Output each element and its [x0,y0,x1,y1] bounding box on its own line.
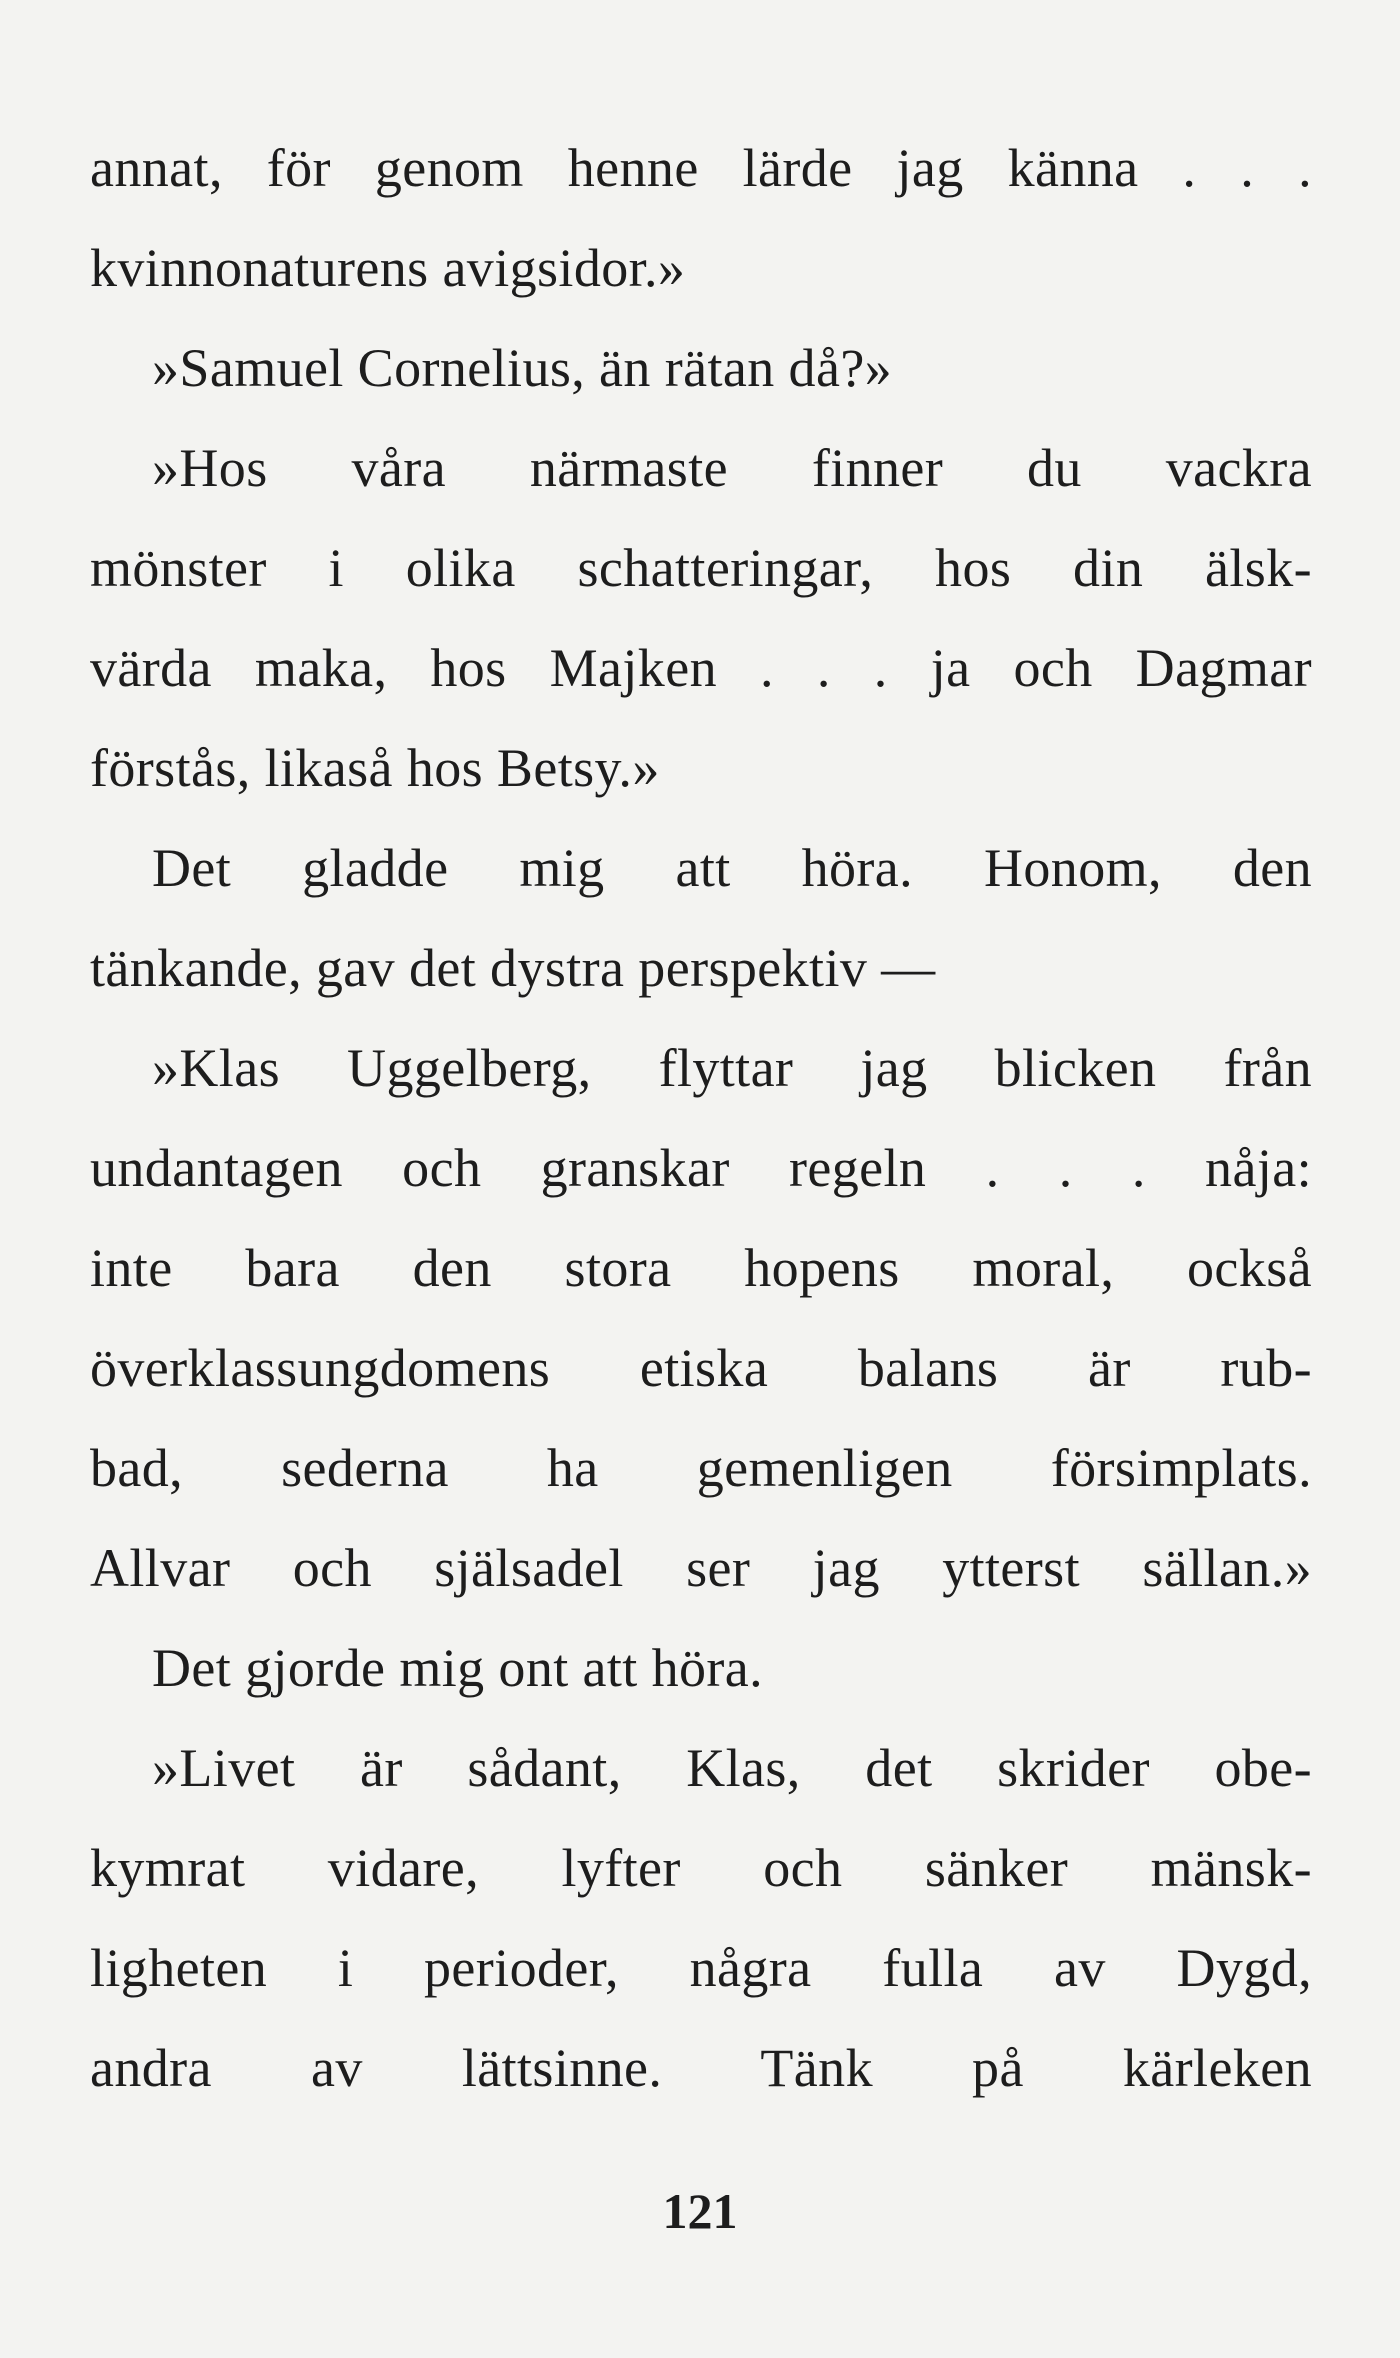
text-line: »Livet är sådant, Klas, det skrider obe- [152,1738,1312,1798]
text-line: »Hos våra närmaste finner du vackra [152,438,1312,498]
text-line: Allvar och själsadel ser jag ytterst sällan.» [90,1538,1312,1598]
text-line: undantagen och granskar regeln . . . nåja: [90,1138,1312,1198]
text-line: inte bara den stora hopens moral, också [90,1238,1312,1298]
body-text [90,118,1312,2118]
text-line: Det gladde mig att höra. Honom, den [152,838,1312,898]
text-line: tänkande, gav det dystra perspektiv — [90,938,936,998]
text-line: kvinnonaturens avigsidor.» [90,238,686,298]
text-line: kymrat vidare, lyfter och sänker mänsk- [90,1838,1312,1898]
text-line: »Klas Uggelberg, flyttar jag blicken från [152,1038,1312,1098]
text-line: andra av lättsinne. Tänk på kärleken [90,2038,1312,2098]
text-line: »Samuel Cornelius, än rätan då?» [152,338,893,398]
text-line: annat, för genom henne lärde jag känna . . . [90,138,1312,198]
text-line: värda maka, hos Majken . . . ja och Dagmar [90,638,1312,698]
text-line: ligheten i perioder, några fulla av Dygd, [90,1938,1312,1998]
text-line: överklassungdomens etiska balans är rub- [90,1338,1312,1398]
text-line: bad, sederna ha gemenligen försimplats. [90,1438,1312,1498]
page-number: 121 [662,2183,738,2239]
text-line: mönster i olika schatteringar, hos din älsk- [90,538,1312,598]
text-line: Det gjorde mig ont att höra. [152,1638,764,1698]
text-line: förstås, likaså hos Betsy.» [90,738,660,798]
